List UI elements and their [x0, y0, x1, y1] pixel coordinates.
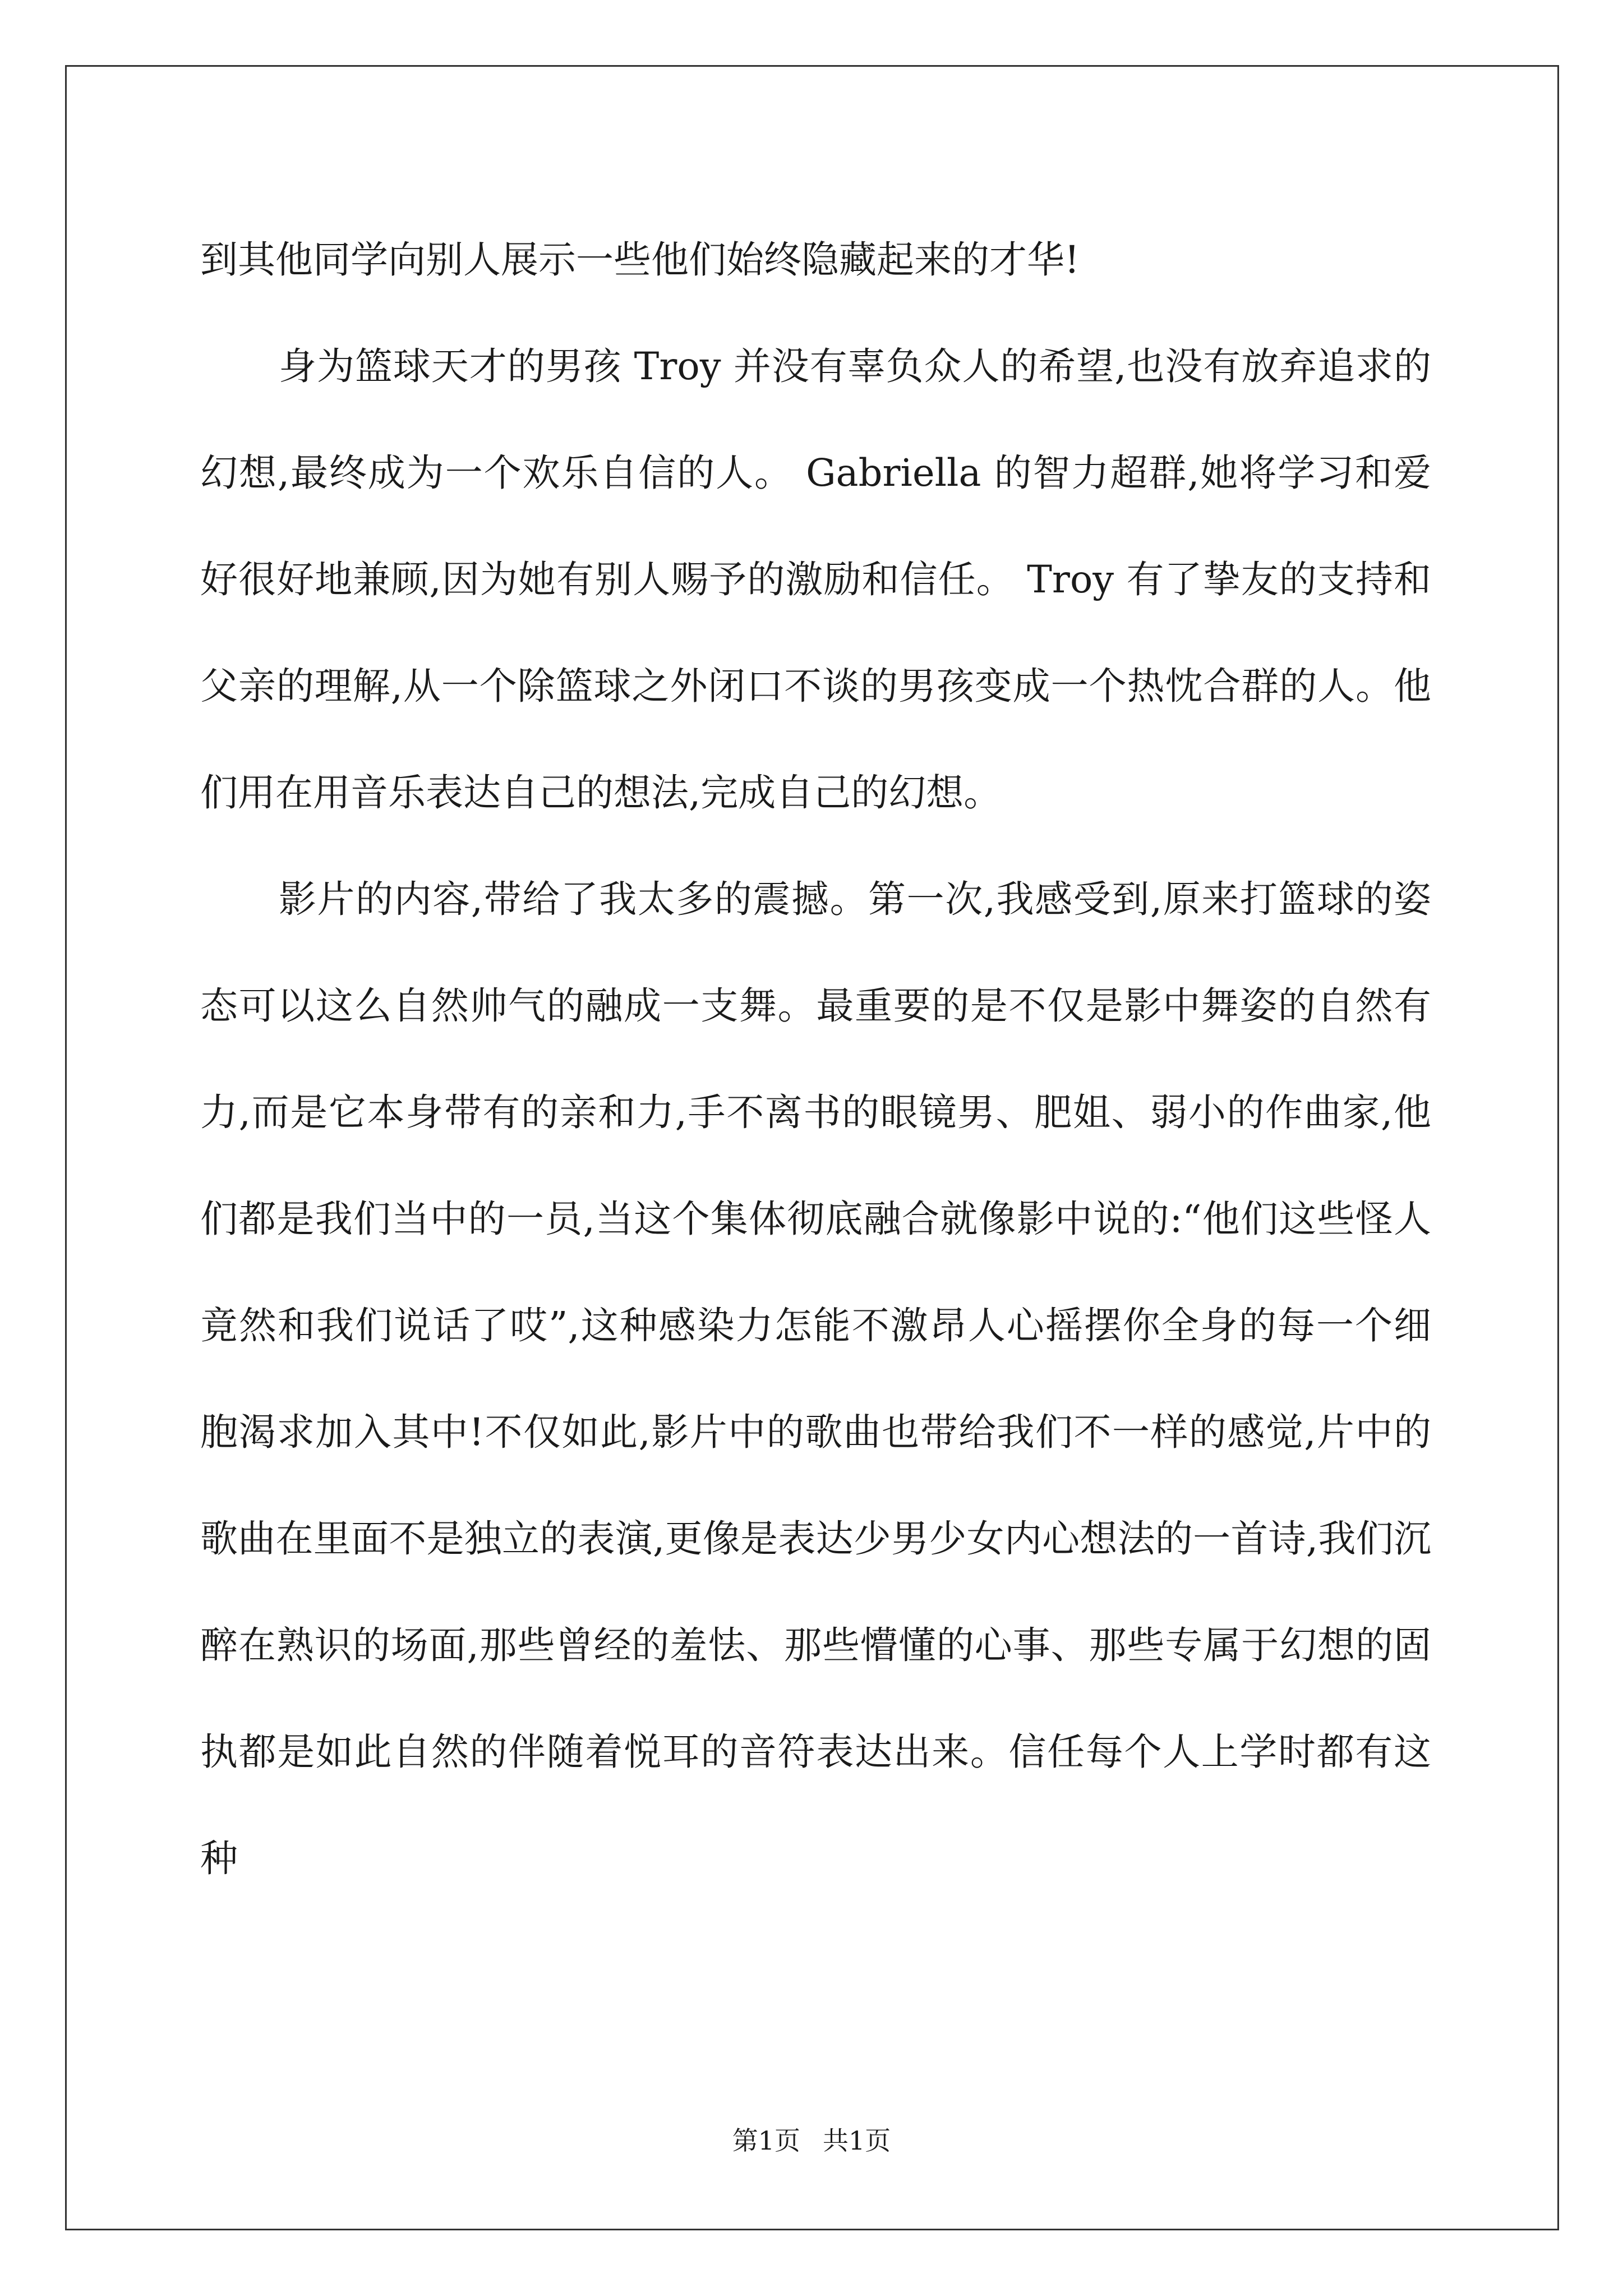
page-number-total: 共1页	[823, 2125, 891, 2156]
paragraph-1: 到其他同学向别人展示一些他们始终隐藏起来的才华!	[200, 238, 1080, 282]
document-body	[200, 206, 1431, 1912]
page-footer	[0, 2120, 1623, 2157]
paragraph-2: 身为篮球天才的男孩 Troy 并没有辜负众人的希望,也没有放弃追求的幻想,最终成为一个欢乐自信的人。 Gabriella 的智力超群,她将学习和爱好很好地兼顾,因为她有别人赐予的激励和信任。 Troy 有了挚友的支持和父亲的理解,从一个除篮球之外闭口不谈的男孩变成一个热忱合群的人。他们用在用音乐表达自己的想法,完成自己的幻想。	[200, 344, 1431, 815]
page-number-current: 第1页	[732, 2125, 800, 2156]
paragraph-3: 影片的内容,带给了我太多的震撼。第一次,我感受到,原来打篮球的姿态可以这么自然帅气的融成一支舞。最重要的是不仅是影中舞姿的自然有力,而是它本身带有的亲和力,手不离书的眼镜男、肥姐、弱小的作曲家,他们都是我们当中的一员,当这个集体彻底融合就像影中说的:“他们这些怪人竟然和我们说话了哎”,这种感染力怎能不激昂人心摇摆你全身的每一个细胞渴求加入其中!不仅如此,影片中的歌曲也带给我们不一样的感觉,片中的歌曲在里面不是独立的表演,更像是表达少男少女内心想法的一首诗,我们沉醉在熟识的场面,那些曾经的羞怯、那些懵懂的心事、那些专属于幻想的固执都是如此自然的伴随着悦耳的音符表达出来。信任每个人上学时都有这种	[200, 877, 1431, 1880]
